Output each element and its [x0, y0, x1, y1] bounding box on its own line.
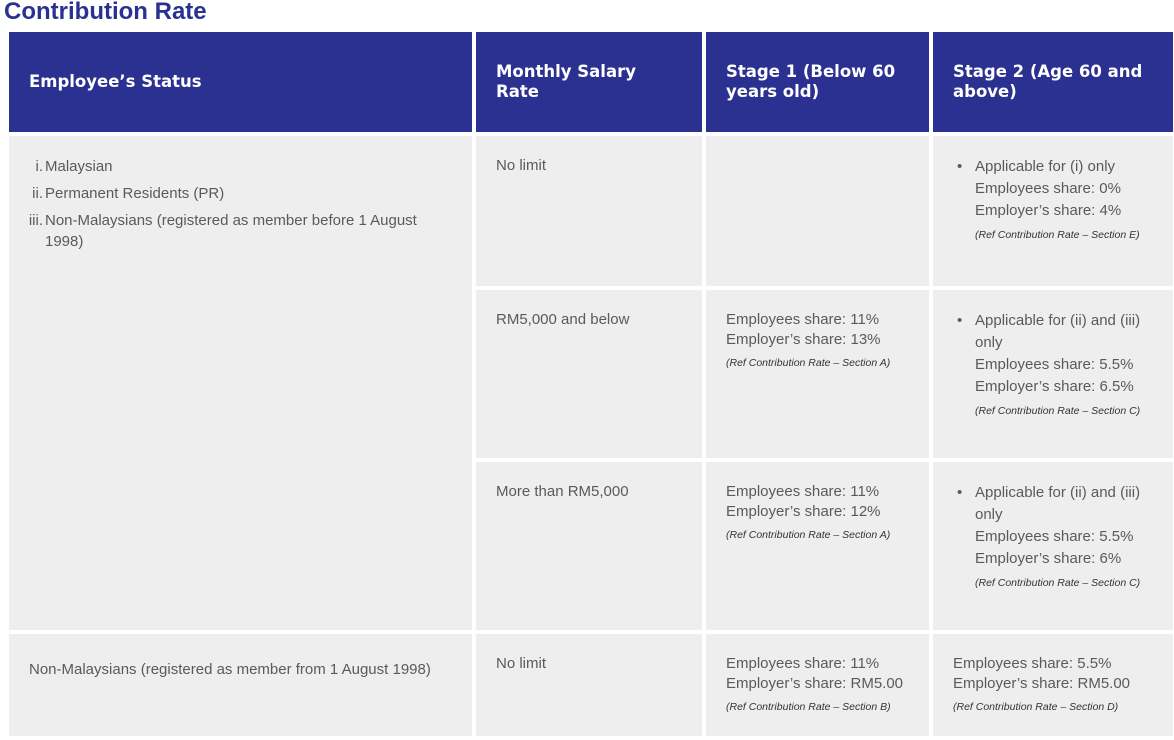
- ref-note: (Ref Contribution Rate – Section B): [726, 701, 891, 713]
- employee-share: Employees share: 11%: [726, 483, 880, 500]
- employee-share: Employees share: 5.5%: [975, 528, 1134, 545]
- salary-cell: [476, 290, 702, 458]
- employer-share: Employer’s share: RM5.00: [953, 675, 1131, 692]
- status-label: Non-Malaysians (registered as member from 1 August 1998): [29, 661, 431, 678]
- bullet-icon: •: [957, 158, 963, 175]
- status-label: Non-Malaysians (registered as member before 1 August 1998): [45, 212, 417, 250]
- table-row: [9, 136, 1173, 286]
- stage2-cell: [933, 136, 1173, 286]
- header-row: [9, 32, 1173, 132]
- header-employee-status: Employee’s Status: [9, 32, 472, 132]
- employer-share: Employer’s share: 4%: [975, 202, 1122, 219]
- status-list-item: [29, 156, 452, 177]
- applicable-text: Applicable for (i) only: [975, 158, 1116, 175]
- employer-share: Employer’s share: 13%: [726, 331, 881, 348]
- ref-note: (Ref Contribution Rate – Section C): [975, 577, 1141, 589]
- employee-status-cell: [9, 136, 472, 630]
- status-number: ii.: [32, 185, 43, 202]
- status-label: Malaysian: [45, 158, 113, 175]
- stage1-cell-empty: [706, 136, 929, 286]
- status-number: i.: [35, 158, 43, 175]
- ref-note: (Ref Contribution Rate – Section A): [726, 529, 891, 541]
- salary-rate-text: No limit: [496, 655, 547, 672]
- salary-rate-text: No limit: [496, 157, 547, 174]
- salary-cell: [476, 634, 702, 736]
- stage2-cell: [933, 290, 1173, 458]
- bullet-icon: •: [957, 312, 963, 329]
- ref-note: (Ref Contribution Rate – Section E): [975, 229, 1140, 241]
- applicable-text: Applicable for (ii) and (iii) only: [975, 484, 1141, 523]
- header-stage-2: Stage 2 (Age 60 and above): [933, 32, 1173, 132]
- salary-rate-text: RM5,000 and below: [496, 311, 630, 328]
- stage1-cell: [706, 634, 929, 736]
- header-monthly-salary-rate: Monthly Salary Rate: [476, 32, 702, 132]
- stage2-bullet-block: [953, 482, 1153, 590]
- header-stage-1: Stage 1 (Below 60 years old): [706, 32, 929, 132]
- ref-note: (Ref Contribution Rate – Section D): [953, 701, 1119, 713]
- applicable-text: Applicable for (ii) and (iii) only: [975, 312, 1141, 351]
- stage2-bullet-block: [953, 310, 1153, 418]
- status-list-item: [29, 210, 452, 252]
- employer-share: Employer’s share: 6%: [975, 550, 1122, 567]
- employer-share: Employer’s share: 12%: [726, 503, 881, 520]
- stage2-bullet-block: [953, 156, 1153, 242]
- page-title: Contribution Rate: [4, 0, 207, 25]
- stage2-cell: [933, 634, 1173, 736]
- employee-share: Employees share: 5.5%: [953, 655, 1112, 672]
- employer-share: Employer’s share: RM5.00: [726, 675, 904, 692]
- employee-status-cell: [9, 634, 472, 736]
- ref-note: (Ref Contribution Rate – Section A): [726, 357, 891, 369]
- salary-rate-text: More than RM5,000: [496, 483, 629, 500]
- ref-note: (Ref Contribution Rate – Section C): [975, 405, 1141, 417]
- bullet-icon: •: [957, 484, 963, 501]
- salary-cell: [476, 462, 702, 630]
- salary-cell: [476, 136, 702, 286]
- status-list-item: [29, 183, 452, 204]
- employee-share: Employees share: 5.5%: [975, 356, 1134, 373]
- table-row: [9, 634, 1173, 736]
- employee-share: Employees share: 11%: [726, 311, 880, 328]
- status-number: iii.: [28, 212, 43, 229]
- stage1-cell: [706, 290, 929, 458]
- contribution-rate-table: [5, 28, 1174, 740]
- employee-share: Employees share: 11%: [726, 655, 880, 672]
- stage2-cell: [933, 462, 1173, 630]
- employee-share: Employees share: 0%: [975, 180, 1121, 197]
- status-list: [29, 156, 452, 252]
- stage1-cell: [706, 462, 929, 630]
- employer-share: Employer’s share: 6.5%: [975, 378, 1134, 395]
- status-label: Permanent Residents (PR): [45, 185, 225, 202]
